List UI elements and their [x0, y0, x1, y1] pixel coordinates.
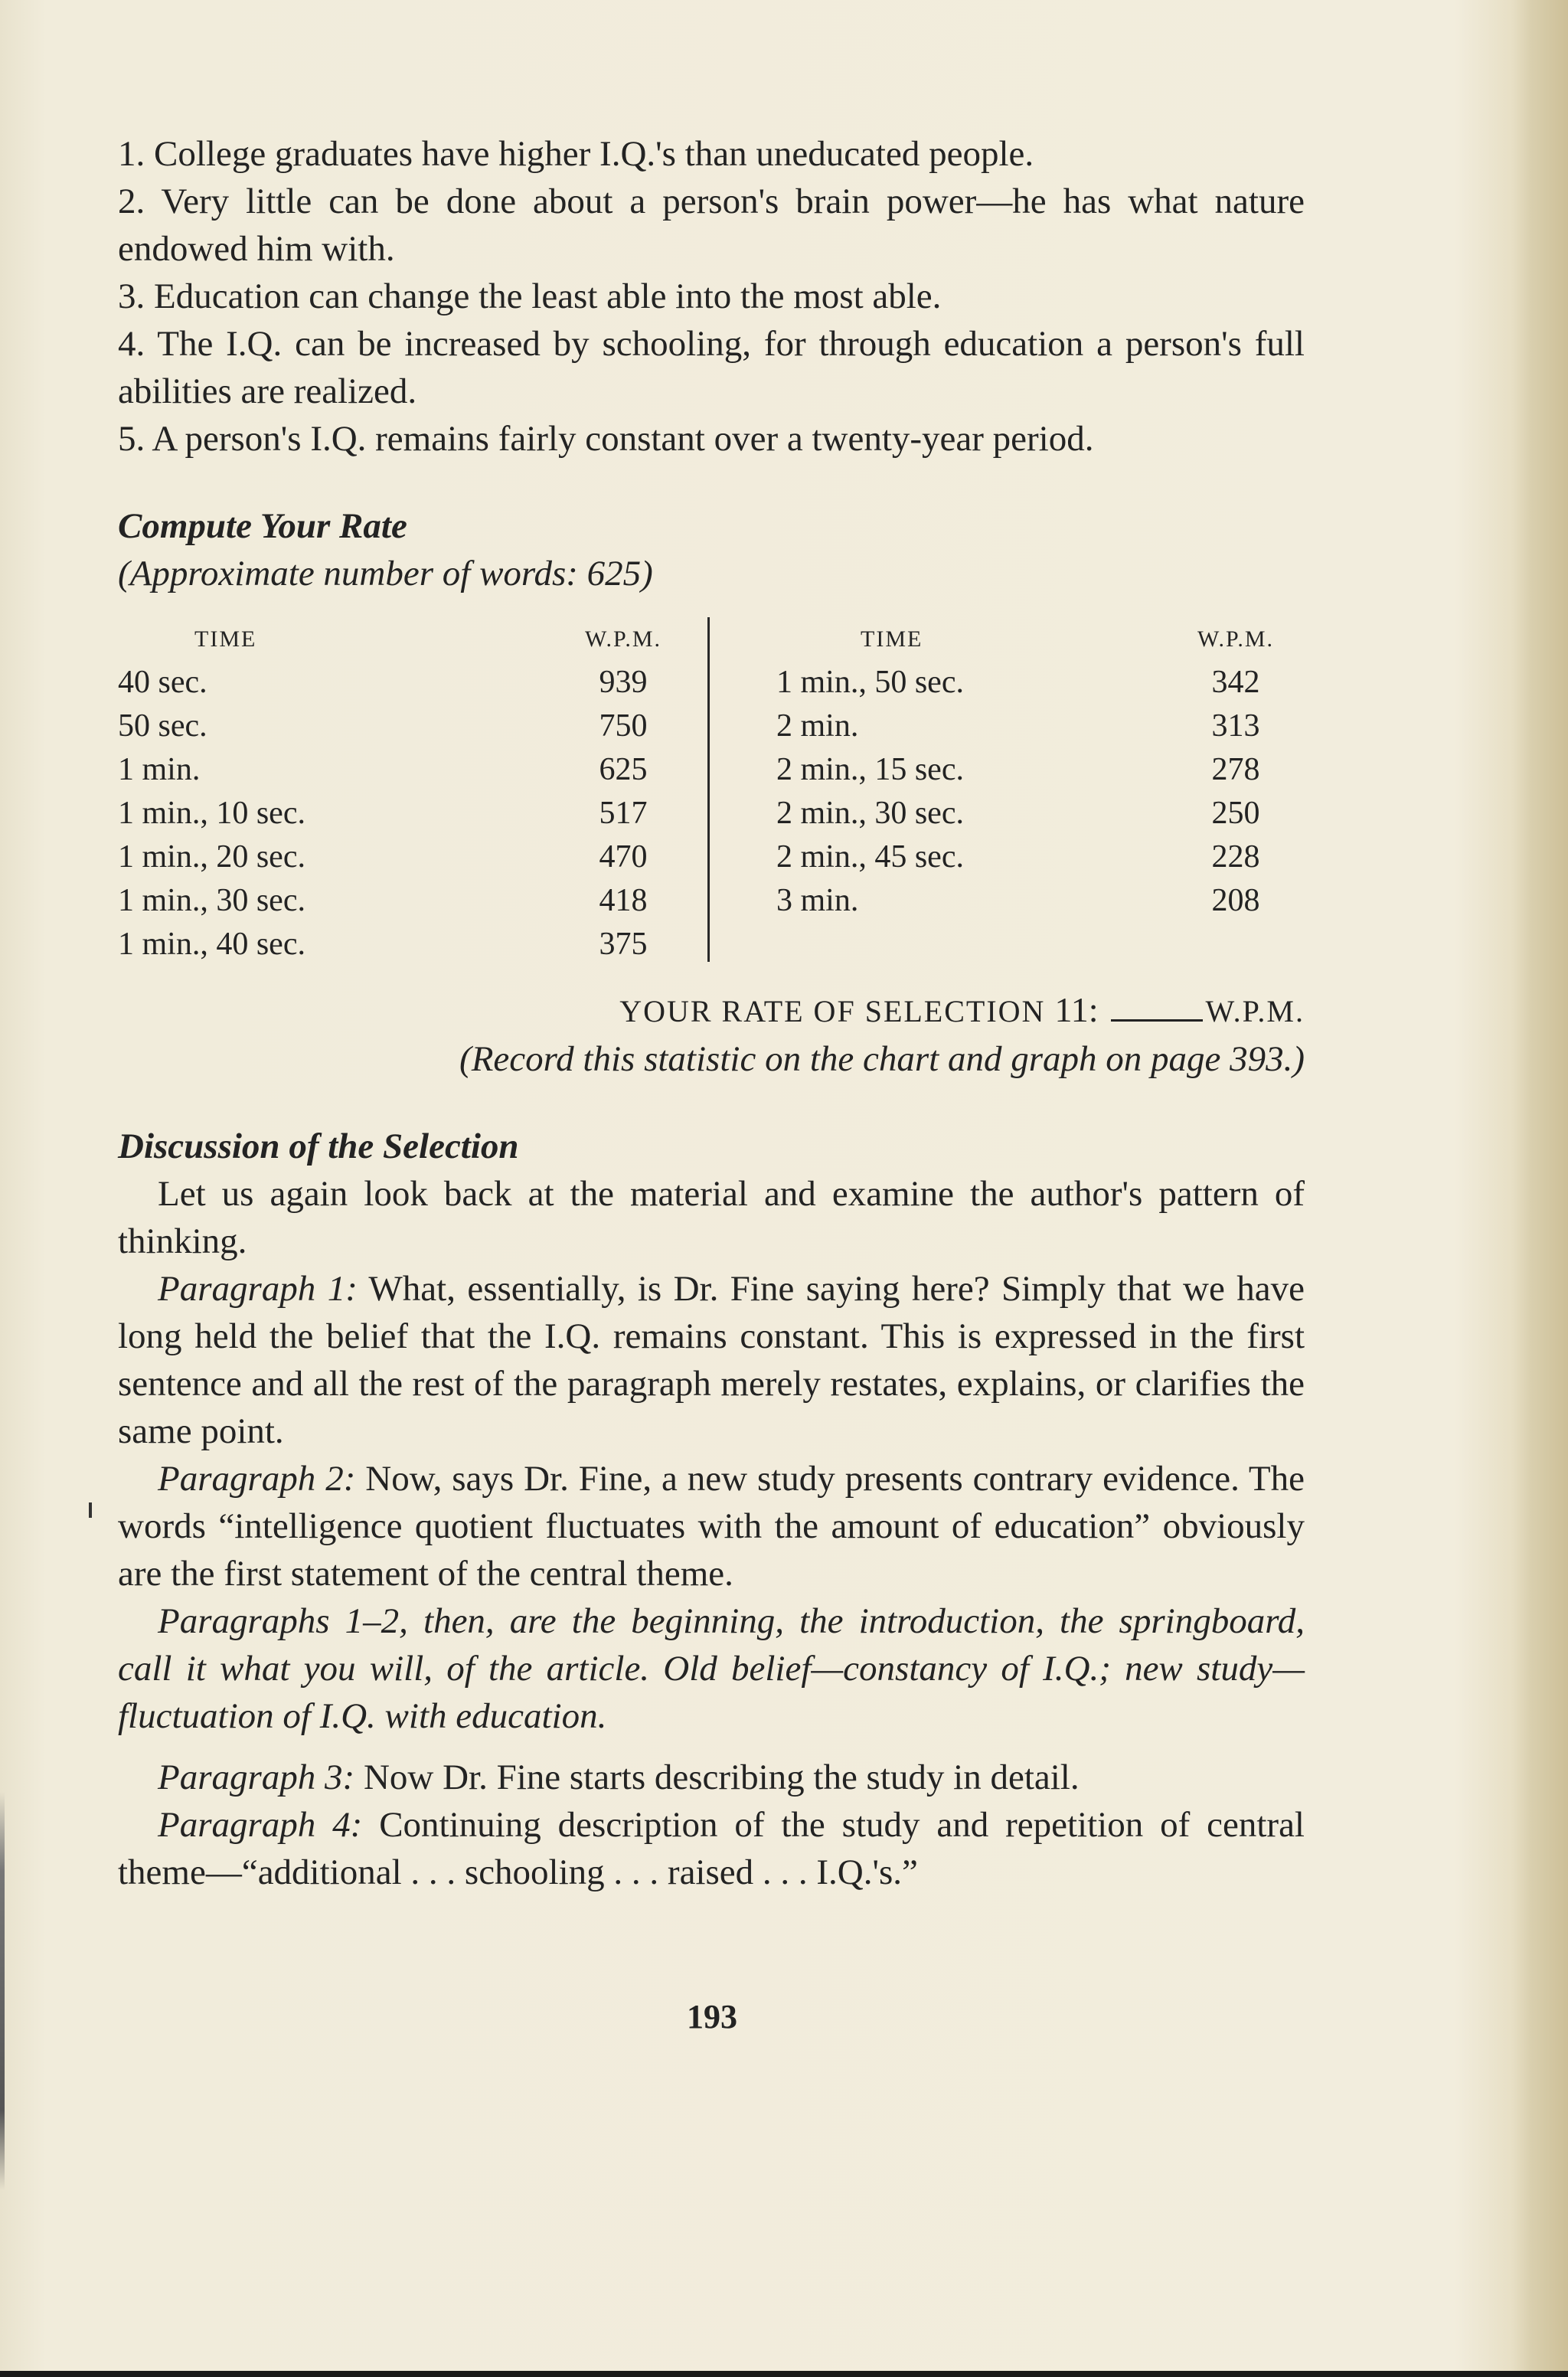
rate-blank-field[interactable] [1111, 1019, 1203, 1022]
time-cell: 1 min., 30 sec. [118, 883, 305, 918]
wpm-cell: 278 [1211, 752, 1260, 787]
time-cell: 2 min., 30 sec. [776, 796, 964, 831]
time-cell: 1 min., 10 sec. [118, 796, 305, 831]
time-cell: 2 min., 45 sec. [776, 839, 964, 875]
left-time-column [118, 617, 501, 966]
selection-number: 11: [1054, 990, 1099, 1029]
paragraphs-summary: Paragraphs 1–2, then, are the beginning, the introduction, the springboard, call it what you will, of the article. Old belief—constancy of I.Q.; new study—fluctuation of I.Q. with education. [118, 1601, 1305, 1736]
wpm-cell: 517 [599, 796, 648, 831]
time-header: TIME [194, 626, 257, 652]
statement-list [118, 130, 1305, 463]
time-cell: 1 min., 50 sec. [776, 665, 964, 700]
wpm-header: W.P.M. [1197, 626, 1275, 652]
wpm-cell: 342 [1211, 665, 1260, 700]
wpm-cell: 228 [1211, 839, 1260, 875]
paragraph-3-lead: Paragraph 3: [158, 1757, 355, 1797]
page-content [118, 130, 1305, 1896]
statement-5: 5. A person's I.Q. remains fairly constant over a twenty-year period. [118, 419, 1094, 459]
paragraph-3-text: Now Dr. Fine starts describing the study in detail. [354, 1757, 1080, 1797]
time-cell: 2 min., 15 sec. [776, 752, 964, 787]
page-number: 193 [687, 1998, 737, 2035]
wpm-header: W.P.M. [584, 626, 662, 652]
time-cell: 1 min., 20 sec. [118, 839, 305, 875]
discussion-heading: Discussion of the Selection [118, 1126, 519, 1166]
wpm-cell: 750 [599, 708, 648, 744]
binding-edge [0, 1792, 5, 2190]
your-rate-unit: W.P.M. [1205, 994, 1305, 1028]
wpm-cell: 313 [1211, 708, 1260, 744]
column-divider [707, 617, 710, 962]
paragraph-4-note [118, 1801, 1305, 1896]
statement-3: 3. Education can change the least able into the most able. [118, 276, 942, 316]
time-cell: 50 sec. [118, 708, 207, 744]
time-cell: 2 min. [776, 708, 859, 744]
record-note: (Record this statistic on the chart and graph on page 393.) [459, 1039, 1305, 1079]
your-rate-label: YOUR RATE OF SELECTION [619, 994, 1046, 1028]
statement-2: 2. Very little can be done about a person's brain power—he has what nature endowed him with. [118, 181, 1305, 269]
left-wpm-column [547, 617, 700, 966]
paragraph-1-text: What, essentially, is Dr. Fine saying here? Simply that we have long held the belief that the I.Q. remains constant. This is expressed in the first sentence and all the rest of the paragraph merely restates, explains, or clarifies the same point. [118, 1269, 1305, 1451]
rate-table [118, 617, 1305, 966]
time-cell: 1 min. [118, 752, 201, 787]
wpm-cell: 939 [599, 665, 648, 700]
time-cell: 1 min., 40 sec. [118, 927, 305, 962]
discussion-intro: Let us again look back at the material and examine the author's pattern of thinking. [118, 1174, 1305, 1261]
scan-bottom-edge [0, 2371, 1568, 2377]
wpm-cell: 418 [599, 883, 648, 918]
wpm-cell: 625 [599, 752, 648, 787]
paragraph-3-note [118, 1754, 1305, 1801]
your-rate-line [118, 986, 1305, 1035]
paragraph-2-text: Now, says Dr. Fine, a new study presents contrary evidence. The words “intelligence quotient fluctuates with the amount of education” obviously are the first statement of the central theme. [118, 1459, 1305, 1594]
wpm-cell: 208 [1211, 883, 1260, 918]
approx-word-count: (Approximate number of words: 625) [118, 554, 653, 593]
paragraph-1-note [118, 1265, 1305, 1455]
wpm-cell: 470 [599, 839, 648, 875]
paragraph-1-lead: Paragraph 1: [158, 1269, 358, 1309]
statement-4: 4. The I.Q. can be increased by schooling, for through education a person's full abilities are realized. [118, 324, 1305, 411]
right-time-column [776, 617, 1083, 923]
paragraph-2-note [118, 1455, 1305, 1597]
time-cell: 3 min. [776, 883, 859, 918]
paragraph-4-text: Continuing description of the study and repetition of central theme—“additional . . . schooling . . . raised . . . I.Q.'s.” [118, 1805, 1305, 1892]
margin-mark [89, 1502, 92, 1518]
time-cell: 40 sec. [118, 665, 207, 700]
paragraph-2-lead: Paragraph 2: [158, 1459, 356, 1499]
wpm-cell: 375 [599, 927, 648, 962]
compute-rate-heading: Compute Your Rate [118, 506, 407, 546]
time-header: TIME [861, 626, 923, 652]
paragraph-4-lead: Paragraph 4: [158, 1805, 363, 1845]
wpm-cell: 250 [1211, 796, 1260, 831]
right-wpm-column [1159, 617, 1312, 923]
statement-1: 1. College graduates have higher I.Q.'s than uneducated people. [118, 134, 1034, 174]
